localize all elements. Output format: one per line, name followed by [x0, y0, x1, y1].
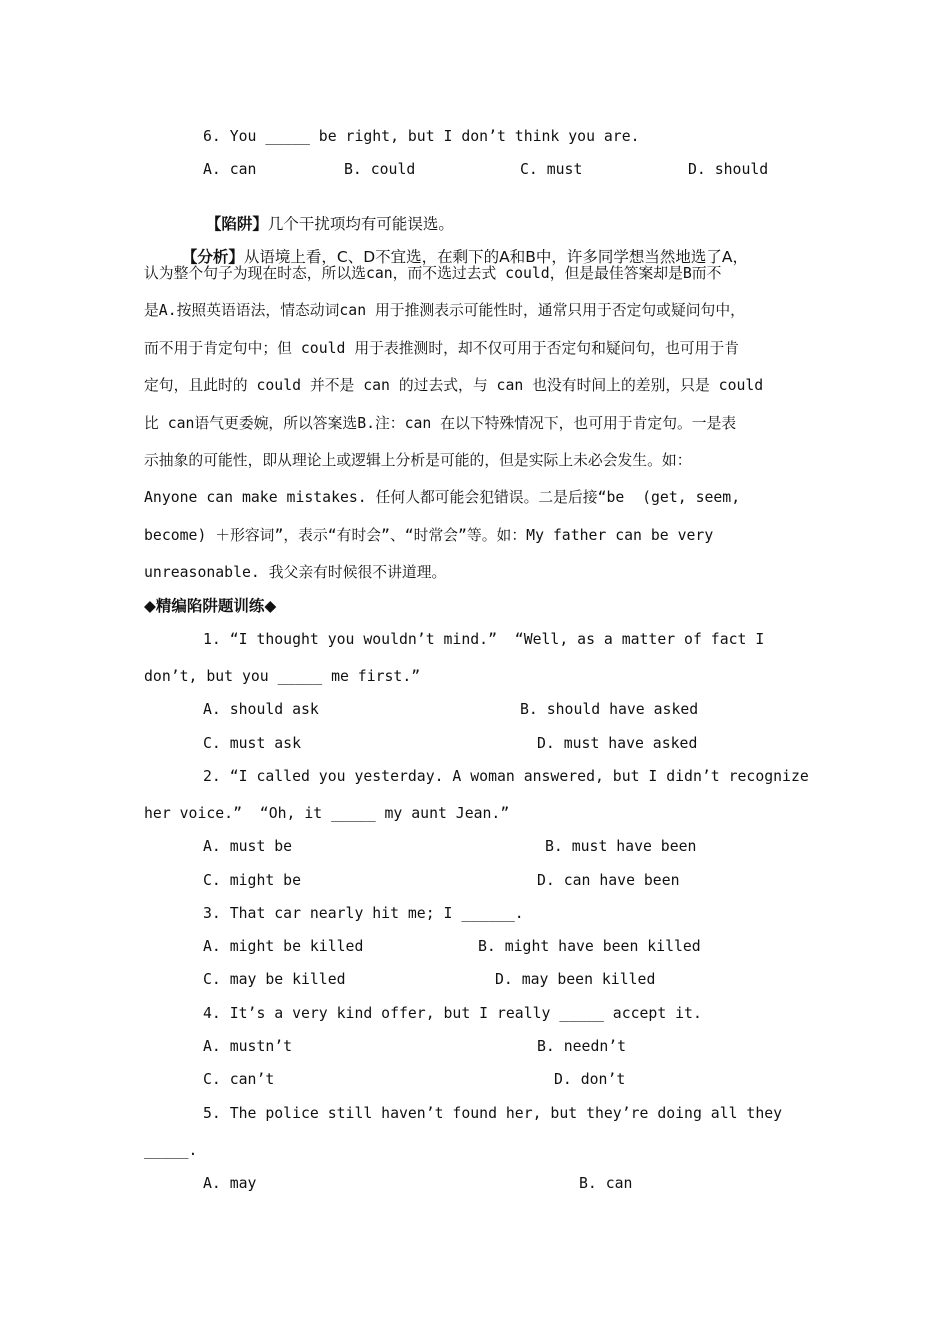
q4-option-d: D. don’t	[554, 1071, 626, 1088]
analysis-line-3: 是A.按照英语语法，情态动词can 用于推测表示可能性时，通常只用于否定句或疑问句中，	[144, 302, 745, 319]
analysis-line-5: 定句，且此时的 could 并不是 can 的过去式，与 can 也没有时间上的差别，只是 could	[144, 377, 764, 394]
q3-option-b: B. might have been killed	[478, 938, 701, 955]
q5-stem-line-1: 5. The police still haven’t found her, but they’re doing all they	[203, 1105, 783, 1122]
q4-option-c: C. can’t	[203, 1071, 275, 1088]
q6-option-d: D. should	[688, 161, 769, 178]
q1-stem-line-1: 1. “I thought you wouldn’t mind.” “Well, as a matter of fact I	[203, 631, 765, 648]
analysis-line-2: 认为整个句子为现在时态，所以选can，而不选过去式 could，但是最佳答案却是B而不	[144, 265, 722, 282]
analysis-line-1	[172, 227, 748, 267]
q5-option-b: B. can	[579, 1175, 633, 1192]
q4-stem: 4. It’s a very kind offer, but I really _____ accept it.	[203, 1005, 702, 1022]
analysis-line-4: 而不用于肯定句中；但 could 用于表推测时，却不仅可用于否定句和疑问句，也可用于肯	[144, 340, 740, 357]
trap-tag: 【陷阱】	[205, 215, 268, 233]
q3-option-a: A. might be killed	[203, 938, 364, 955]
q2-stem-line-1: 2. “I called you yesterday. A woman answered, but I didn’t recognize	[203, 768, 809, 785]
q3-option-c: C. may be killed	[203, 971, 346, 988]
analysis-line-7: 示抽象的可能性，即从理论上或逻辑上分析是可能的，但是实际上未必会发生。如：	[144, 452, 692, 469]
q5-stem-line-2: _____.	[144, 1142, 198, 1159]
q1-option-b: B. should have asked	[520, 701, 699, 718]
analysis-line-6: 比 can语气更委婉，所以答案选B.注：can 在以下特殊情况下，也可用于肯定句。一是表	[144, 415, 737, 432]
analysis-line-9: become) ＋形容词”，表示“有时会”、“时常会”等。如：My father can be very	[144, 527, 714, 544]
q6-option-c: C. must	[520, 161, 583, 178]
q3-stem: 3. That car nearly hit me; I ______.	[203, 905, 524, 922]
q2-option-d: D. can have been	[537, 872, 680, 889]
analysis-line-10: unreasonable. 我父亲有时候很不讲道理。	[144, 564, 447, 581]
q6-option-a: A. can	[203, 161, 257, 178]
q4-option-a: A. mustn’t	[203, 1038, 293, 1055]
q1-stem-line-2: don’t, but you _____ me first.”	[144, 668, 421, 685]
q2-option-a: A. must be	[203, 838, 293, 855]
analysis-tag: 【分析】	[181, 248, 244, 266]
analysis-text-1: 从语境上看，C、D不宜选，在剩下的A和B中，许多同学想当然地选了A，	[243, 248, 748, 266]
q1-option-c: C. must ask	[203, 735, 301, 752]
analysis-line-8: Anyone can make mistakes. 任何人都可能会犯错误。二是后接“be (get, seem,	[144, 489, 741, 506]
q6-stem: 6. You _____ be right, but I don’t think you are.	[203, 128, 640, 145]
q2-option-b: B. must have been	[545, 838, 697, 855]
q4-option-b: B. needn’t	[537, 1038, 627, 1055]
q2-option-c: C. might be	[203, 872, 301, 889]
q6-option-b: B. could	[344, 161, 416, 178]
q3-option-d: D. may been killed	[495, 971, 656, 988]
trap-text: 几个干扰项均有可能误选。	[267, 215, 454, 233]
q2-stem-line-2: her voice.” “Oh, it _____ my aunt Jean.”	[144, 805, 510, 822]
q5-option-a: A. may	[203, 1175, 257, 1192]
section-title: ◆精编陷阱题训练◆	[144, 597, 277, 615]
q1-option-a: A. should ask	[203, 701, 319, 718]
q1-option-d: D. must have asked	[537, 735, 698, 752]
